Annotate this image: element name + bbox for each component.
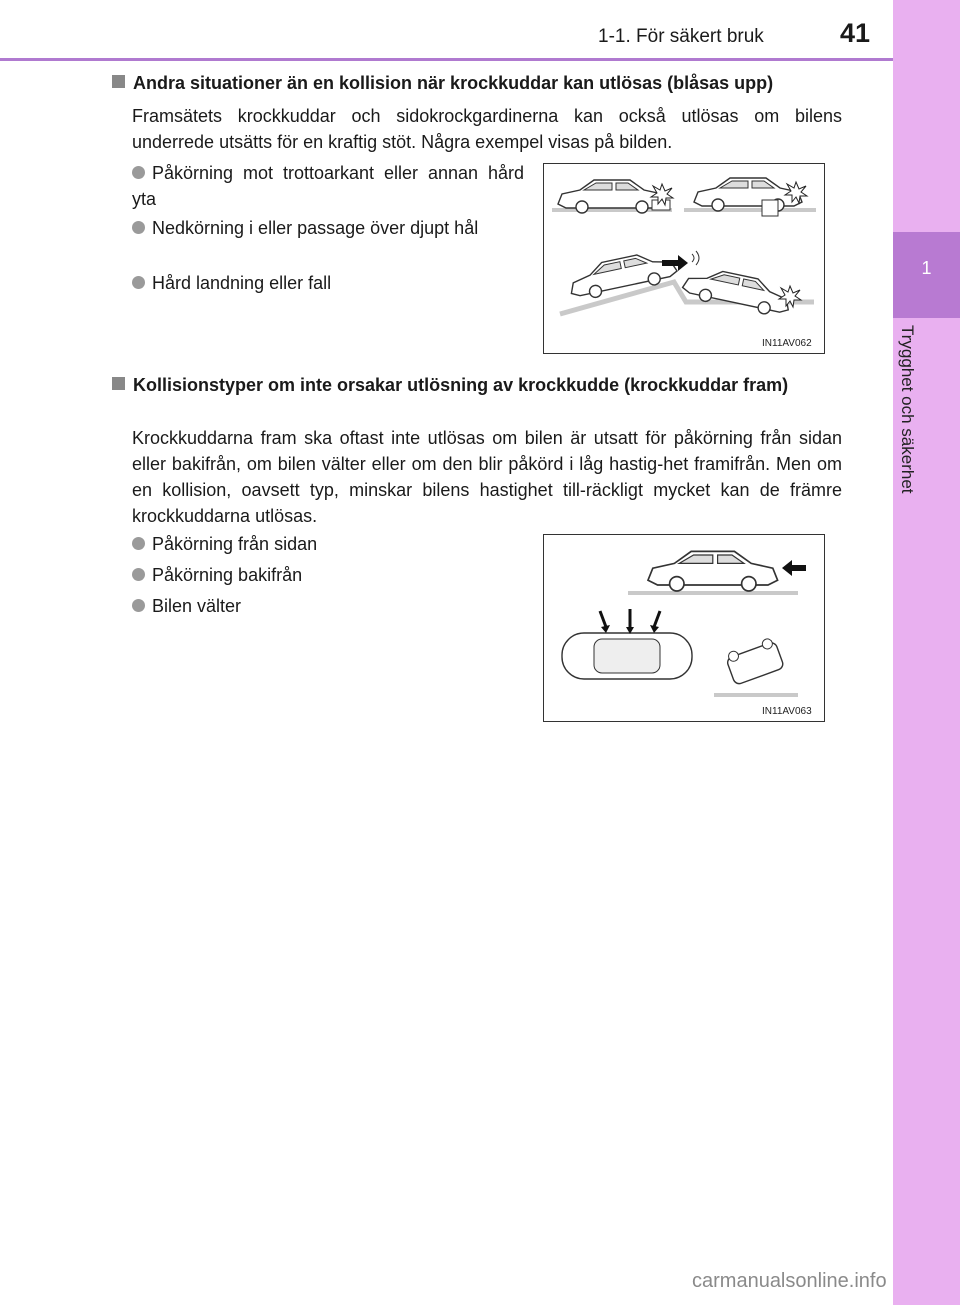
figure-code: IN11AV062: [762, 338, 812, 349]
chapter-title: Trygghet och säkerhet: [898, 325, 917, 494]
square-bullet-icon: [112, 377, 125, 390]
bullet-item: [132, 562, 492, 588]
bullet-item: [132, 270, 524, 296]
circle-bullet-icon: [132, 276, 145, 289]
section1-heading-text: Andra situationer än en kollision när krockkuddar kan utlösas (blåsas upp): [133, 73, 774, 93]
circle-bullet-icon: [132, 568, 145, 581]
car-side-rear-rollover-illustration: [544, 535, 824, 721]
section2-heading: [112, 372, 852, 398]
circle-bullet-icon: [132, 537, 145, 550]
circle-bullet-icon: [132, 166, 145, 179]
bullet-text: Påkörning mot trottoarkant eller annan hård yta: [132, 163, 524, 209]
bullet-item: [132, 160, 524, 212]
bullet-text: Påkörning bakifrån: [152, 565, 303, 585]
section-title: 1-1. För säkert bruk: [598, 26, 764, 47]
bullet-item: [132, 531, 492, 557]
bullet-text: Hård landning eller fall: [152, 273, 332, 293]
square-bullet-icon: [112, 75, 125, 88]
section2-body: Krockkuddarna fram ska oftast inte utlösas om bilen är utsatt för påkörning från sidan eller bakifrån, om bilen välter eller om den blir påkörd i låg hastig-het framifrån. Men om en kollision, oavsett typ, minskar bilens hastighet till-räckligt mycket kan de främre krockkuddarna utlösas.: [132, 428, 842, 526]
figure-deployment-situations: [543, 163, 825, 354]
bullet-text: Nedkörning i eller passage över djupt hål: [152, 218, 479, 238]
figure-code: IN11AV063: [762, 706, 812, 717]
section1-body: Framsätets krockkuddar och sidokrockgardinerna kan också utlösas om bilens underrede utsätts för en kraftig stöt. Några exempel visas på bilden.: [132, 106, 842, 152]
section1-heading: [112, 73, 852, 94]
circle-bullet-icon: [132, 221, 145, 234]
car-collision-illustration: [544, 164, 824, 353]
bullet-item: [132, 215, 524, 241]
bullet-text: Påkörning från sidan: [152, 534, 318, 554]
section2-heading-text: Kollisionstyper om inte orsakar utlösning av krockkudde (krockkuddar fram): [133, 375, 789, 395]
circle-bullet-icon: [132, 599, 145, 612]
page-number: 41: [840, 18, 871, 48]
figure-non-deployment-situations: [543, 534, 825, 722]
bullet-text: Bilen välter: [152, 596, 242, 616]
chapter-number: 1: [921, 258, 932, 278]
watermark: carmanualsonline.info: [692, 1270, 887, 1292]
chapter-tab: [893, 0, 960, 1305]
bullet-item: [132, 593, 492, 619]
chapter-title-wrap: [897, 325, 937, 535]
header-divider: [0, 58, 893, 61]
